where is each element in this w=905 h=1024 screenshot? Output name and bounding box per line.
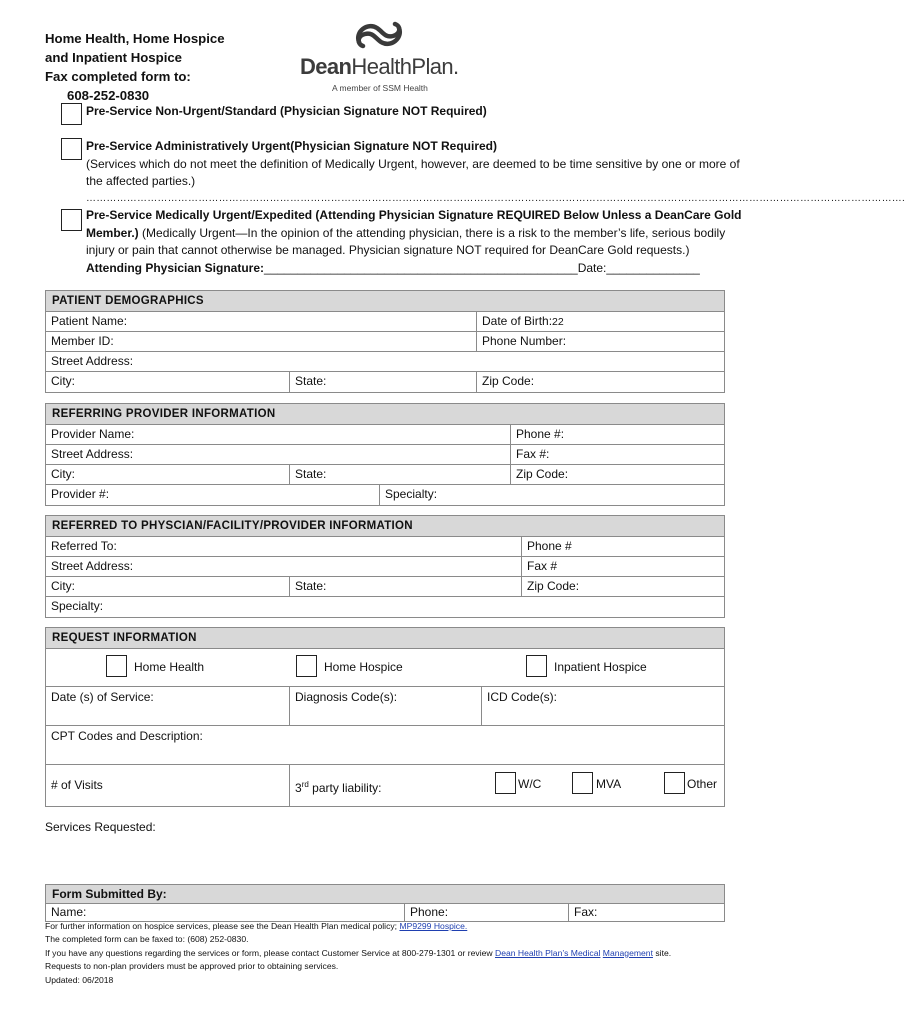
referred-zip-field[interactable]: Zip Code: [521, 577, 579, 596]
patient-demographics-table [45, 290, 725, 393]
street-address-field[interactable]: Street Address: [51, 354, 134, 368]
header-line-1: Home Health, Home Hospice [45, 31, 225, 46]
request-information-table [45, 627, 725, 807]
phone-number-field[interactable]: Phone Number: [476, 332, 566, 351]
provider-name-field[interactable]: Provider Name: [51, 427, 135, 441]
form-header [45, 29, 225, 105]
referred-phone-field[interactable]: Phone # [521, 537, 572, 556]
section-title: REFERRING PROVIDER INFORMATION [46, 404, 724, 425]
provider-state-field[interactable]: State: [289, 465, 326, 484]
footer-approval-line: Requests to non-plan providers must be approved prior to obtaining services. [45, 961, 339, 972]
management-link[interactable]: Management [602, 947, 653, 958]
provider-phone-field[interactable]: Phone #: [510, 425, 564, 444]
home-health-checkbox[interactable] [106, 655, 127, 677]
policy-link[interactable]: MP9299 Hospice. [399, 921, 468, 931]
referred-state-field[interactable]: State: [289, 577, 326, 596]
home-hospice-checkbox[interactable] [296, 655, 317, 677]
provider-city-field[interactable]: City: [51, 467, 75, 481]
header-line-3: Fax completed form to: [45, 69, 191, 84]
separator-dots: ……………………………………………………………………………………………………………………………………………………………………………………………………………………. [86, 193, 905, 204]
city-field[interactable]: City: [51, 374, 75, 388]
cpt-codes-field[interactable]: CPT Codes and Description: [51, 729, 203, 743]
provider-number-field[interactable]: Provider #: [51, 487, 110, 501]
referred-to-table [45, 515, 725, 618]
footer-fax-line: The completed form can be faxed to: (608) 252-0830. [45, 934, 249, 945]
patient-name-field[interactable]: Patient Name: [51, 314, 128, 328]
home-hospice-label: Home Hospice [324, 660, 403, 674]
provider-fax-field[interactable]: Fax #: [510, 445, 549, 464]
submitter-phone-field[interactable]: Phone: [404, 904, 448, 921]
mva-checkbox[interactable] [572, 772, 593, 794]
provider-specialty-field[interactable]: Specialty: [379, 485, 437, 505]
standard-option-label: Pre-Service Non-Urgent/Standard (Physician Signature NOT Required) [86, 104, 487, 118]
inpatient-hospice-checkbox[interactable] [526, 655, 547, 677]
wc-checkbox[interactable] [495, 772, 516, 794]
icd-codes-field[interactable]: ICD Code(s): [481, 687, 557, 725]
referred-city-field[interactable]: City: [51, 579, 75, 593]
dean-health-plan-logo [300, 20, 475, 100]
section-title: Form Submitted By: [46, 885, 724, 904]
medical-link[interactable]: Dean Health Plan’s Medical [494, 947, 601, 958]
other-checkbox[interactable] [664, 772, 685, 794]
logo-wordmark: DeanHealthPlan. [300, 54, 459, 79]
standard-checkbox[interactable] [61, 103, 82, 125]
submitter-name-field[interactable]: Name: [51, 905, 87, 919]
services-requested-field[interactable]: Services Requested: [45, 820, 156, 834]
member-id-field[interactable]: Member ID: [51, 334, 114, 348]
footer-policy-line: For further information on hospice services, please see the Dean Health Plan medical policy; MP9299 Hospice. [45, 921, 468, 931]
referred-street-field[interactable]: Street Address: [51, 559, 134, 573]
home-health-label: Home Health [134, 660, 205, 674]
footer-notes [45, 920, 725, 987]
mva-label: MVA [596, 777, 622, 791]
other-label: Other [687, 777, 718, 791]
date-of-birth-field[interactable]: Date of Birth:22 [476, 312, 564, 331]
signature-line[interactable]: _______________________________________________ [264, 260, 578, 275]
admin-urgent-option: Pre-Service Administratively Urgent(Physician Signature NOT Required) (Services which do not meet the definition of Medically Urgent, however, are deemed to be time sensitive by one or more of the affected parties.) [86, 139, 740, 188]
medically-urgent-option: Pre-Service Medically Urgent/Expedited (Attending Physician Signature REQUIRED Below Unless a DeanCare Gold Member.) (Medically Urgent—In the opinion of the attending physician, there is a risk to the member’s life, serious bodily injury or pain that cannot otherwise be managed. Physician signature NOT required for DeanCare Gold requests.) Attending Physician Signature:_______________________________________________Date:______________ [86, 208, 742, 275]
number-of-visits-field[interactable]: # of Visits [51, 778, 103, 792]
provider-street-field[interactable]: Street Address: [51, 447, 134, 461]
referred-specialty-field[interactable]: Specialty: [51, 599, 104, 613]
footer-contact-line: If you have any questions regarding the services or form, please contact Customer Service at 800-279-1301 or review Dean Health Plan’s Medical Management site. [45, 947, 672, 958]
footer-updated-line: Updated: 06/2018 [45, 974, 114, 985]
logo-tagline: A member of SSM Health [332, 83, 428, 93]
logo-swirl-icon [353, 20, 405, 50]
zip-code-field[interactable]: Zip Code: [476, 372, 534, 392]
section-title: PATIENT DEMOGRAPHICS [46, 291, 724, 312]
dates-of-service-field[interactable]: Date (s) of Service: [51, 690, 154, 704]
referred-fax-field[interactable]: Fax # [521, 557, 557, 576]
section-title: REQUEST INFORMATION [46, 628, 724, 649]
section-title: REFERRED TO PHYSCIAN/FACILITY/PROVIDER INFORMATION [46, 516, 724, 537]
referred-to-field[interactable]: Referred To: [51, 539, 117, 553]
form-submitted-table [45, 884, 725, 922]
state-field[interactable]: State: [289, 372, 326, 392]
wc-label: W/C [518, 777, 542, 791]
admin-urgent-checkbox[interactable] [61, 138, 82, 160]
third-party-liability-label: 3rd party liability: [289, 765, 382, 806]
signature-label: Attending Physician Signature: [86, 260, 265, 275]
header-line-2: and Inpatient Hospice [45, 50, 183, 65]
referring-provider-table [45, 403, 725, 506]
diagnosis-codes-field[interactable]: Diagnosis Code(s): [289, 687, 397, 725]
medically-urgent-checkbox[interactable] [61, 209, 82, 231]
date-line[interactable]: ______________ [606, 260, 700, 275]
header-fax-number: 608-252-0830 [67, 88, 150, 103]
inpatient-hospice-label: Inpatient Hospice [554, 660, 647, 674]
submitter-fax-field[interactable]: Fax: [568, 904, 597, 921]
provider-zip-field[interactable]: Zip Code: [510, 465, 568, 484]
